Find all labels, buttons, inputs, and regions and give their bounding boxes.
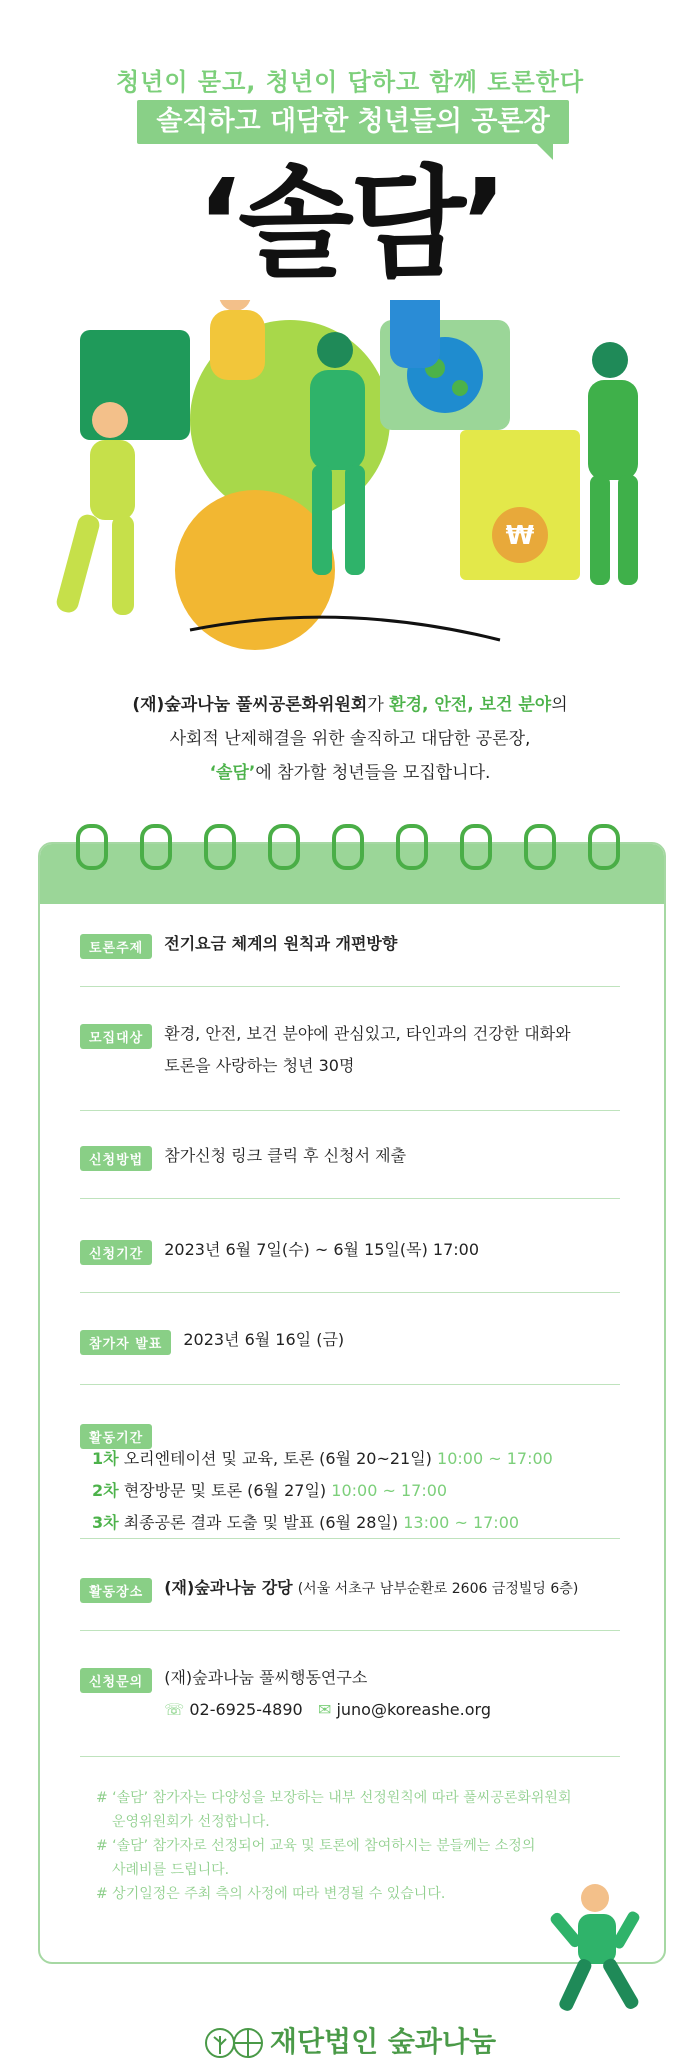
note-line: 사례비를 드립니다.: [112, 1862, 230, 1878]
period-label: 신청기간: [80, 1240, 152, 1265]
target-label: 모집대상: [80, 1024, 152, 1049]
contact-org: (재)숲과나눔 풀씨행동연구소: [164, 1668, 368, 1687]
intro-line-3-rest: 에 참가할 청년들을 모집합니다.: [255, 763, 491, 783]
target-value: [164, 1018, 570, 1082]
mail-icon: ✉: [317, 1700, 332, 1719]
activity-label: 활동기간: [80, 1424, 152, 1449]
activity-item: [92, 1443, 553, 1475]
activity-number: 1차: [92, 1449, 119, 1468]
contact-email[interactable]: juno@koreashe.org: [336, 1700, 491, 1719]
method-value: 참가신청 링크 클릭 후 신청서 제출: [164, 1146, 407, 1165]
ring-icon: [332, 824, 364, 870]
program-name: ‘솔담’: [209, 763, 256, 783]
ring-icon: [268, 824, 300, 870]
announce-value: 2023년 6월 16일 (금): [183, 1330, 345, 1349]
target-row: [80, 1024, 620, 1082]
intro-text: [0, 688, 700, 790]
contact-phone[interactable]: 02-6925-4890: [189, 1700, 303, 1719]
activity-desc: 현장방문 및 토론 (6월 27일): [123, 1481, 327, 1500]
topic-row: [80, 934, 620, 960]
activity-time: 10:00 ~ 17:00: [331, 1481, 448, 1500]
target-line-2: 토론을 사랑하는 청년 30명: [164, 1056, 355, 1075]
target-line-1: 환경, 안전, 보건 분야에 관심있고, 타인과의 건강한 대화와: [164, 1024, 571, 1043]
activity-item: [92, 1475, 553, 1507]
place-value: [164, 1572, 578, 1605]
place-label: 활동장소: [80, 1578, 152, 1603]
phone-icon: ☏: [164, 1700, 185, 1719]
person-figure-2: [210, 300, 265, 380]
activity-list: [92, 1443, 553, 1539]
contact-value: [164, 1662, 491, 1726]
divider: [80, 986, 620, 987]
divider: [80, 1538, 620, 1539]
intro-connector: 가: [367, 695, 390, 715]
svg-text:₩: ₩: [505, 521, 535, 551]
hero-title: ‘솔담’: [196, 155, 504, 294]
activity-desc: 오리엔테이션 및 교육, 토론 (6월 20~21일): [123, 1449, 432, 1468]
note-line: # ‘솔담’ 참가자는 다양성을 보장하는 내부 선정원칙에 따라 풀씨공론화위원회: [96, 1790, 572, 1806]
ring-icon: [204, 824, 236, 870]
note-line: # 상기일정은 주최 측의 사정에 따라 변경될 수 있습니다.: [96, 1886, 446, 1902]
divider: [80, 1198, 620, 1199]
announce-row: [80, 1330, 620, 1356]
place-address: (서울 서초구 남부순환로 2606 금정빌딩 6층): [297, 1581, 579, 1597]
divider: [80, 1630, 620, 1631]
divider: [80, 1110, 620, 1111]
activity-desc: 최종공론 결과 도출 및 발표 (6월 28일): [123, 1513, 399, 1532]
ring-icon: [396, 824, 428, 870]
contact-row: [80, 1668, 620, 1726]
hero-section: [0, 0, 700, 660]
topic-value: 전기요금 체계의 원칙과 개편방향: [164, 934, 398, 953]
period-value: 2023년 6월 7일(수) ~ 6월 15일(목) 17:00: [164, 1240, 480, 1259]
method-row: [80, 1146, 620, 1172]
note-line: 운영위원회가 선정합니다.: [112, 1814, 270, 1830]
footer-org-name: 재단법인 숲과나눔: [269, 2025, 497, 2058]
activity-row: [80, 1424, 620, 1539]
hero-speech-bubble: 솔직하고 대담한 청년들의 공론장: [137, 100, 569, 144]
hero-subtitle: 청년이 묻고, 청년이 답하고 함께 토론한다: [115, 68, 585, 96]
ring-icon: [524, 824, 556, 870]
intro-fields: 환경, 안전, 보건 분야: [389, 695, 552, 715]
activity-number: 2차: [92, 1481, 119, 1500]
place-name: (재)숲과나눔 강당: [164, 1578, 293, 1597]
intro-end: 의: [551, 695, 568, 715]
intro-line-2: 사회적 난제해결을 위한 솔직하고 대담한 공론장,: [169, 729, 531, 749]
activity-time: 10:00 ~ 17:00: [437, 1449, 553, 1468]
org-name: (재)숲과나눔 풀씨공론화위원회: [132, 695, 368, 715]
footer: [0, 2020, 700, 2060]
notes: [96, 1786, 576, 1906]
divider: [80, 1292, 620, 1293]
contact-line: [164, 1694, 491, 1726]
divider: [80, 1384, 620, 1385]
divider: [80, 1756, 620, 1757]
note-line: # ‘솔담’ 참가자로 선정되어 교육 및 토론에 참여하시는 분들께는 소정의: [96, 1838, 536, 1854]
foundation-logo-icon: [204, 2026, 264, 2060]
intro-line-3: [0, 756, 700, 790]
hero-illustration: [40, 300, 660, 660]
topic-label: 토론주제: [80, 934, 152, 959]
activity-number: 3차: [92, 1513, 119, 1532]
ring-icon: [588, 824, 620, 870]
ring-icon: [76, 824, 108, 870]
announce-label: 참가자 발표: [80, 1330, 171, 1355]
person-figure-5: [588, 342, 638, 585]
activity-item: [92, 1507, 553, 1539]
method-label: 신청방법: [80, 1146, 152, 1171]
place-row: [80, 1578, 620, 1605]
intro-line-1: [0, 688, 700, 722]
ring-icon: [140, 824, 172, 870]
person-figure-4: [390, 300, 440, 368]
activity-time: 13:00 ~ 17:00: [403, 1513, 520, 1532]
period-row: [80, 1240, 620, 1266]
contact-label: 신청문의: [80, 1668, 152, 1693]
ring-icon: [460, 824, 492, 870]
jumping-person-illustration: [540, 1880, 660, 2030]
plug-bubble-shape: [175, 490, 335, 650]
